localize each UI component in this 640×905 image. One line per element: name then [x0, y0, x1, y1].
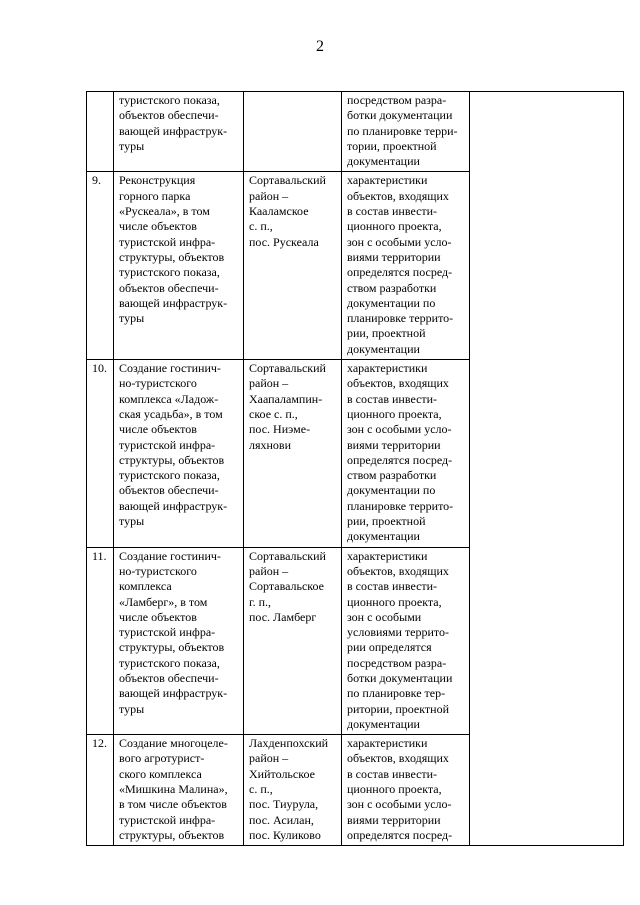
cell-text-line: район –: [249, 751, 289, 766]
cell-text-line: комплекса «Ладож-: [119, 391, 219, 406]
cell-text-line: туристского показа,: [119, 655, 220, 670]
cell-text-line: в состав инвести-: [347, 204, 438, 219]
project-name-cell: [114, 360, 244, 548]
cell-text-line: с. п.,: [249, 782, 273, 797]
cell-text-line: зон с особыми усло-: [347, 797, 452, 812]
cell-text-line: туристской инфра-: [119, 625, 216, 640]
cell-text-line: характеристики: [347, 173, 428, 188]
location-cell: [244, 547, 342, 735]
cell-text-line: объектов, входящих: [347, 376, 449, 391]
cell-text-line: планировке террито-: [347, 498, 454, 513]
cell-text-line: ционного проекта,: [347, 219, 442, 234]
cell-text-line: Лахденпохский: [249, 736, 329, 751]
cell-text-line: объектов, входящих: [347, 563, 449, 578]
cell-text-line: характеристики: [347, 548, 428, 563]
note-cell: [470, 92, 624, 846]
cell-text-line: виями территории: [347, 812, 441, 827]
project-name-cell: [114, 172, 244, 360]
row-number-cell: 11.: [87, 547, 114, 735]
cell-text-line: объектов обеспечи-: [119, 483, 219, 498]
cell-text-line: ритории, проектной: [347, 701, 450, 716]
cell-text-line: Сортавальский: [249, 361, 326, 376]
cell-text-line: ботки документации: [347, 108, 453, 123]
project-name-cell: [114, 735, 244, 846]
cell-text-line: определятся посред-: [347, 265, 453, 280]
cell-text-line: ское с. п.,: [249, 406, 298, 421]
cell-text-line: по планировке тер-: [347, 686, 446, 701]
cell-text-line: объектов обеспечи-: [119, 108, 219, 123]
cell-text-line: в состав инвести-: [347, 391, 438, 406]
cell-text-line: объектов, входящих: [347, 751, 449, 766]
cell-text-line: ством разработки: [347, 280, 437, 295]
location-cell: [244, 172, 342, 360]
cell-text-line: ского комплекса: [119, 766, 202, 781]
cell-text-line: туры: [119, 701, 145, 716]
cell-text-line: «Ламберг», в том: [119, 594, 208, 609]
cell-text-line: объектов обеспечи-: [119, 670, 219, 685]
cell-text-line: документации по: [347, 295, 436, 310]
cell-text-line: Кааламское: [249, 204, 309, 219]
cell-text-line: документации: [347, 529, 420, 544]
cell-text-line: рии, проектной: [347, 514, 426, 529]
cell-text-line: планировке террито-: [347, 311, 454, 326]
cell-text-line: Хаапалампин-: [249, 391, 323, 406]
cell-text-line: структуры, объектов: [119, 640, 225, 655]
cell-text-line: вающей инфраструк-: [119, 498, 228, 513]
cell-text-line: пос. Тиурула,: [249, 797, 319, 812]
cell-text-line: определятся посред-: [347, 452, 453, 467]
location-cell: [244, 735, 342, 846]
row-number-cell: 12.: [87, 735, 114, 846]
project-name-cell: [114, 92, 244, 172]
cell-text-line: числе объектов: [119, 609, 197, 624]
cell-text-line: характеристики: [347, 361, 428, 376]
cell-text-line: ством разработки: [347, 468, 437, 483]
cell-text-line: с. п.,: [249, 219, 273, 234]
cell-text-line: туристского показа,: [119, 93, 220, 107]
cell-text-line: виями территории: [347, 249, 441, 264]
cell-text-line: структуры, объектов: [119, 249, 225, 264]
cell-text-line: ботки документации: [347, 670, 453, 685]
cell-text-line: в том числе объектов: [119, 797, 227, 812]
cell-text-line: по планировке терри-: [347, 123, 458, 138]
projects-table-body: [87, 92, 624, 846]
cell-text-line: характеристики: [347, 736, 428, 751]
cell-text-line: район –: [249, 376, 289, 391]
location-cell: [244, 360, 342, 548]
cell-text-line: вающей инфраструк-: [119, 686, 228, 701]
cell-text-line: туристской инфра-: [119, 234, 216, 249]
cell-text-line: рии, проектной: [347, 326, 426, 341]
cell-text-line: Создание гостинич-: [119, 361, 221, 376]
cell-text-line: «Рускеала», в том: [119, 204, 210, 219]
cell-text-line: Сортавальское: [249, 579, 324, 594]
cell-text-line: Реконструкция: [119, 173, 196, 188]
cell-text-line: Создание многоцеле-: [119, 736, 228, 751]
table-row-continuation: [87, 92, 624, 172]
cell-text-line: вого агротурист-: [119, 751, 205, 766]
cell-text-line: горного парка: [119, 188, 191, 203]
cell-text-line: ционного проекта,: [347, 594, 442, 609]
cell-text-line: зон с особыми: [347, 609, 422, 624]
cell-text-line: туристского показа,: [119, 468, 220, 483]
cell-text-line: объектов обеспечи-: [119, 280, 219, 295]
cell-text-line: пос. Ламберг: [249, 609, 317, 624]
cell-text-line: зон с особыми усло-: [347, 234, 452, 249]
cell-text-line: но-туристского: [119, 563, 197, 578]
cell-text-line: пос. Ниэме-: [249, 422, 311, 437]
cell-text-line: пос. Асилан,: [249, 812, 314, 827]
cell-text-line: определятся посред-: [347, 827, 453, 842]
row-number-cell: 10.: [87, 360, 114, 548]
cell-text-line: объектов, входящих: [347, 188, 449, 203]
cell-text-line: тории, проектной: [347, 138, 437, 153]
cell-text-line: документации: [347, 154, 420, 169]
cell-text-line: ская усадьба», в том: [119, 406, 223, 421]
cell-text-line: документации: [347, 716, 420, 731]
project-name-cell: [114, 547, 244, 735]
cell-text-line: числе объектов: [119, 219, 197, 234]
location-cell: [244, 92, 342, 172]
cell-text-line: структуры, объектов: [119, 827, 225, 842]
characteristics-cell: [342, 172, 470, 360]
characteristics-cell: [342, 547, 470, 735]
cell-text-line: условиями террито-: [347, 625, 450, 640]
cell-text-line: комплекса: [119, 579, 172, 594]
cell-text-line: ционного проекта,: [347, 406, 442, 421]
cell-text-line: числе объектов: [119, 422, 197, 437]
cell-text-line: в состав инвести-: [347, 766, 438, 781]
cell-text-line: район –: [249, 563, 289, 578]
cell-text-line: «Мишкина Малина»,: [119, 782, 228, 797]
cell-text-line: посредством разра-: [347, 655, 447, 670]
cell-text-line: документации: [347, 341, 420, 356]
cell-text-line: но-туристского: [119, 376, 197, 391]
cell-text-line: структуры, объектов: [119, 452, 225, 467]
characteristics-cell: [342, 735, 470, 846]
cell-text-line: туры: [119, 138, 145, 153]
cell-text-line: туристского показа,: [119, 265, 220, 280]
cell-text-line: ционного проекта,: [347, 782, 442, 797]
characteristics-cell: [342, 92, 470, 172]
row-number-cell: 9.: [87, 172, 114, 360]
cell-text-line: Создание гостинич-: [119, 548, 221, 563]
cell-text-line: вающей инфраструк-: [119, 295, 228, 310]
characteristics-cell: [342, 360, 470, 548]
cell-text-line: зон с особыми усло-: [347, 422, 452, 437]
cell-text-line: посредством разра-: [347, 93, 447, 107]
cell-text-line: Сортавальский: [249, 548, 326, 563]
projects-table: [86, 91, 624, 846]
cell-text-line: г. п.,: [249, 594, 271, 609]
cell-text-line: пос. Куликово: [249, 827, 321, 842]
cell-text-line: Сортавальский: [249, 173, 326, 188]
cell-text-line: район –: [249, 188, 289, 203]
cell-text-line: документации по: [347, 483, 436, 498]
cell-text-line: виями территории: [347, 437, 441, 452]
cell-text-line: туры: [119, 311, 145, 326]
cell-text-line: в состав инвести-: [347, 579, 438, 594]
cell-text-line: туры: [119, 514, 145, 529]
cell-text-line: туристской инфра-: [119, 812, 216, 827]
cell-text-line: вающей инфраструк-: [119, 123, 228, 138]
cell-text-line: ляхнови: [249, 437, 292, 452]
cell-text-line: рии определятся: [347, 640, 432, 655]
cell-text-line: туристской инфра-: [119, 437, 216, 452]
cell-text-line: Хийтольское: [249, 766, 315, 781]
page-number: 2: [316, 38, 324, 55]
row-number-cell: [87, 92, 114, 172]
cell-text-line: пос. Рускеала: [249, 234, 319, 249]
